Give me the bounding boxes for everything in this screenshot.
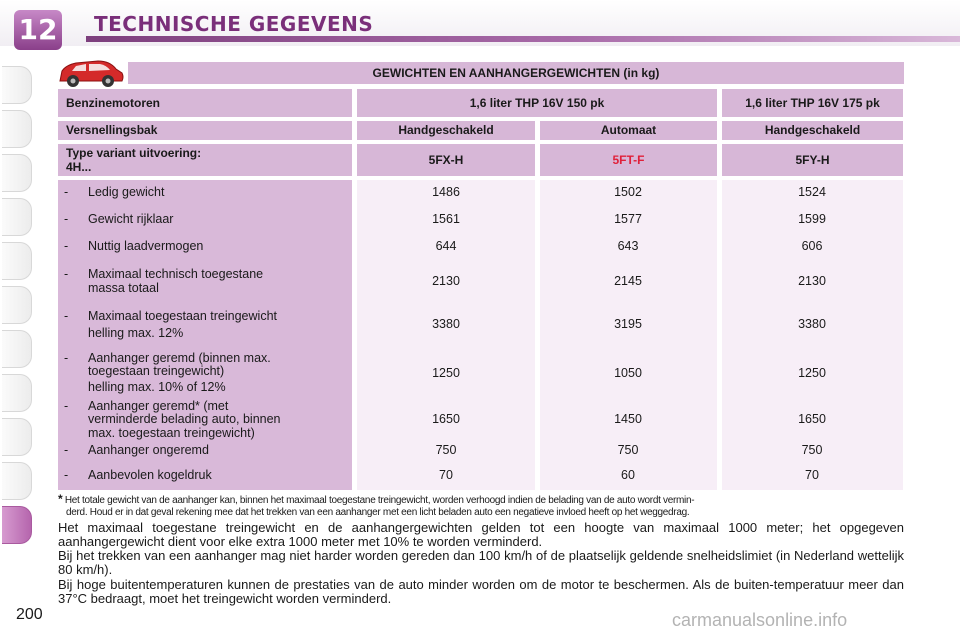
table-cell: 606 [801,239,823,253]
page-title: TECHNISCHE GEGEVENS [94,12,374,36]
header-type-5fy: 5FY-H [722,144,903,176]
table-cell: 1650 [798,412,826,426]
chapter-tab[interactable] [2,154,32,192]
header-accent-bar [86,36,960,42]
chapter-tab-active[interactable] [2,506,32,544]
table-cell: 644 [435,239,457,253]
header-type-label-line2: 4H... [66,160,92,174]
header-engine-175: 1,6 liter THP 16V 175 pk [722,89,903,117]
table-cell: 750 [617,443,639,457]
header-engine-label: Benzinemotoren [58,89,352,117]
page-number: 200 [16,606,43,623]
table-cell: 1250 [432,366,460,380]
chapter-tab[interactable] [2,462,32,500]
table-cell: 3380 [798,317,826,331]
chapter-tab[interactable] [2,66,32,104]
table-cell: 1650 [432,412,460,426]
footnote-line1 [58,493,908,507]
chapter-tabs [2,66,32,550]
table-cell: 750 [435,443,457,457]
table-cell: 1599 [798,212,826,226]
table-cell: 1561 [432,212,460,226]
table-cell: 750 [801,443,823,457]
chapter-tab[interactable] [2,418,32,456]
chapter-tab[interactable] [2,110,32,148]
section-title: GEWICHTEN EN AANHANGERGEWICHTEN (in kg) [128,62,904,84]
chapter-tab[interactable] [2,330,32,368]
header-gearbox-label: Versnellingsbak [58,121,352,140]
table-cell: 70 [805,468,819,482]
table-cell: 2130 [798,274,826,288]
table-cell: 1450 [614,412,642,426]
header-gearbox-2: Automaat [540,121,717,140]
table-cell: 60 [621,468,635,482]
header-type-5ft: 5FT-F [540,144,717,176]
header-gearbox-3: Handgeschakeld [722,121,903,140]
paragraph-speed: Bij het trekken van een aanhanger mag niet harder worden gereden dan 100 km/h of de plaatselijk geldende snelheidslimiet (in Nederland wettelijk 80 km/h). [58,548,904,577]
table-cell: 1577 [614,212,642,226]
table-cell: 643 [617,239,639,253]
chapter-badge: 12 [14,10,62,50]
paragraph-altitude: Het maximaal toegestane treingewicht en de aanhangergewichten gelden tot een hoogte van maximaal 1000 meter; het opgegeven aanhangergewicht dient voor elke extra 1000 meter met 10% te worden verminderd. [58,520,904,549]
paragraph-temperature: Bij hoge buitentemperaturen kunnen de prestaties van de auto minder worden om de motor te beschermen. Als de buiten-temperatuur meer dan 37°C bedraagt, moet het treingewicht worden verminderd. [58,577,904,606]
table-cell: 2145 [614,274,642,288]
chapter-tab[interactable] [2,286,32,324]
car-icon [56,55,126,91]
header-type-5fx: 5FX-H [357,144,535,176]
table-cell: 1250 [798,366,826,380]
table-cell: 1050 [614,366,642,380]
footnote-line2: derd. Houd er in dat geval rekening mee dat het trekken van een aanhanger met een licht beladen auto een negatieve invloed heeft op het weggedrag. [66,507,690,518]
footnote-text1: Het totale gewicht van de aanhanger kan, binnen het maximaal toegestane treingewicht, worden verhoogd indien de belading van de auto wordt vermin- [64,495,695,506]
table-cell: 1524 [798,185,826,199]
table-cell: 70 [439,468,453,482]
table-cell: 1502 [614,185,642,199]
chapter-tab[interactable] [2,242,32,280]
header-gearbox-1: Handgeschakeld [357,121,535,140]
header-type-label [58,144,352,176]
watermark: carmanualsonline.info [672,610,848,630]
footnote [58,493,908,519]
header-engine-150: 1,6 liter THP 16V 150 pk [357,89,717,117]
chapter-tab[interactable] [2,198,32,236]
table-cell: 2130 [432,274,460,288]
header-type-label-line1: Type variant uitvoering: [66,146,202,160]
table-cell: 3195 [614,317,642,331]
table-cell: 1486 [432,185,460,199]
table-cell: 3380 [432,317,460,331]
chapter-tab[interactable] [2,374,32,412]
footnote-star: * [58,492,63,506]
